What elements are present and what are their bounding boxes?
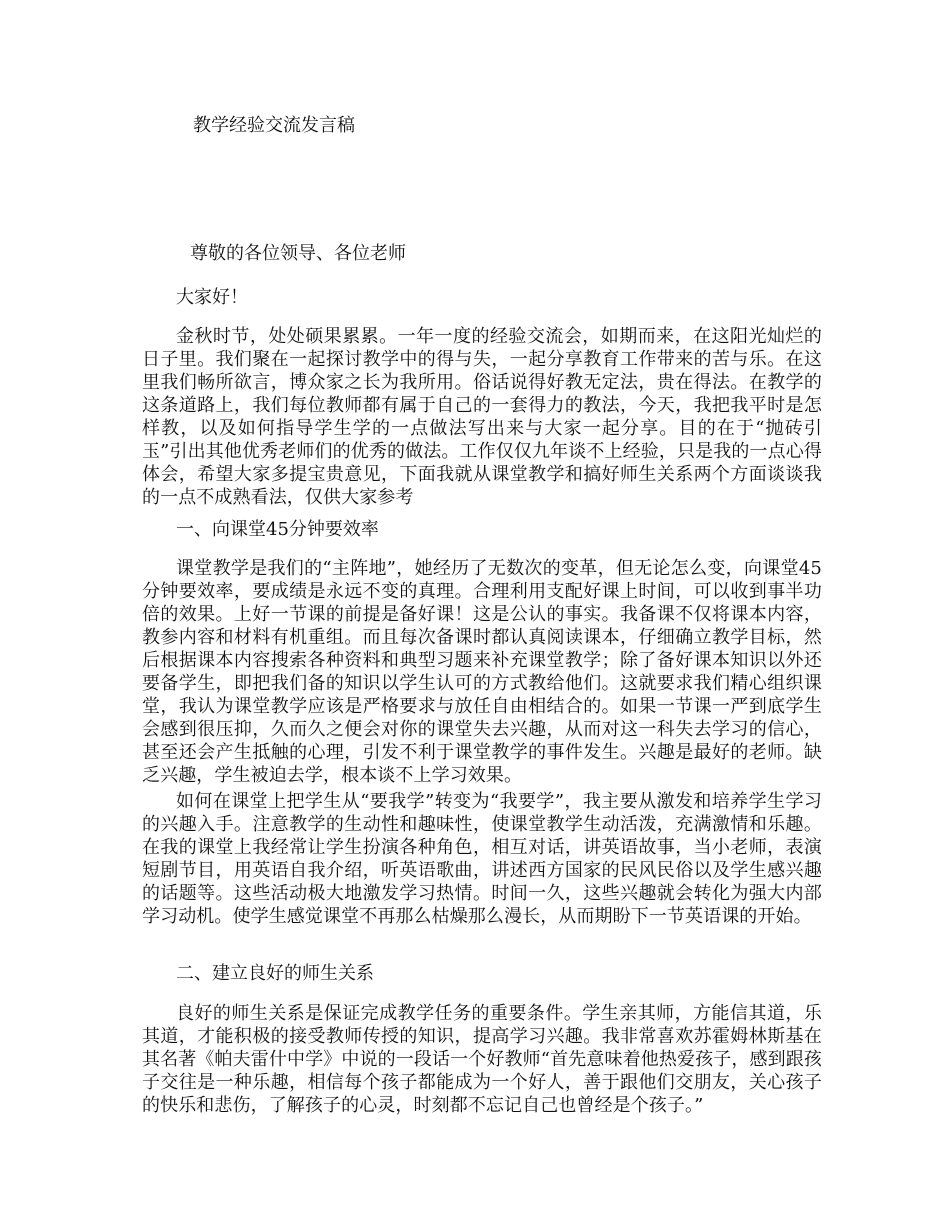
document-title: 教学经验交流发言稿	[193, 115, 355, 136]
paragraph-1: 金秋时节，处处硕果累累。一年一度的经验交流会，如期而来，在这阳光灿烂的日子里。我们聚在一起探讨教学中的得与失，一起分享教育工作带来的苦与乐。在这里我们畅所欲言，博众家之长为我所用。俗话说得好教无定法，贵在得法。在教学的这条道路上，我们每位教师都有属于自己的一套得力的教法，今天，我把我平时是怎样教，以及如何指导学生学的一点做法写出来与大家一起分享。目的在于“抛砖引玉”引出其他优秀老师们的优秀的做法。工作仅仅九年谈不上经验，只是我的一点心得体会，希望大家多提宝贵意见，下面我就从课堂教学和搞好师生关系两个方面谈谈我的一点不成熟看法，仅供大家参考	[142, 326, 822, 508]
paragraph-2: 课堂教学是我们的“主阵地”，她经历了无数次的变革，但无论怎么变，向课堂45分钟要效率，要成绩是永远不变的真理。合理利用支配好课上时间，可以收到事半功倍的效果。上好一节课的前提是备好课！这是公认的事实。我备课不仅将课本内容，教参内容和材料有机重组。而且每次备课时都认真阅读课本，仔细确立教学目标，然后根据课本内容搜索各种资料和典型习题来补充课堂教学；除了备好课本知识以外还要备学生，即把我们备的知识以学生认可的方式教给他们。这就要求我们精心组织课堂，我认为课堂教学应该是严格要求与放任自由相结合的。如果一节课一严到底学生会感到很压抑，久而久之便会对你的课堂失去兴趣，从而对这一科失去学习的信心，甚至还会产生抵触的心理，引发不利于课堂教学的事件发生。兴趣是最好的老师。缺乏兴趣，学生被迫去学，根本谈不上学习效果。	[142, 558, 822, 786]
paragraph-4: 良好的师生关系是保证完成教学任务的重要条件。学生亲其师，方能信其道，乐其道，才能积极的接受教师传授的知识，提高学习兴趣。我非常喜欢苏霍姆林斯基在其名著《帕夫雷什中学》中说的一段话一个好教师“首先意味着他热爱孩子，感到跟孩子交往是一种乐趣，相信每个孩子都能成为一个好人，善于跟他们交朋友，关心孩子的快乐和悲伤，了解孩子的心灵，时刻都不忘记自己也曾经是个孩子。”	[142, 1003, 822, 1116]
salutation: 尊敬的各位领导、各位老师	[190, 243, 406, 264]
paragraph-3: 如何在课堂上把学生从“要我学”转变为“我要学”，我主要从激发和培养学生学习的兴趣入手。注意教学的生动性和趣味性，使课堂教学生动活泼，充满激情和乐趣。在我的课堂上我经常让学生扮演各种角色，相互对话，讲英语故事，当小老师，表演短剧节目，用英语自我介绍，听英语歌曲，讲述西方国家的民风民俗以及学生感兴趣的话题等。这些活动极大地激发学习热情。时间一久，这些兴趣就会转化为强大内部学习动机。使学生感觉课堂不再那么枯燥那么漫长，从而期盼下一节英语课的开始。	[142, 791, 822, 927]
greeting: 大家好！	[176, 287, 248, 308]
heading-2: 二、建立良好的师生关系	[176, 963, 374, 984]
heading-1: 一、向课堂45分钟要效率	[176, 519, 379, 540]
